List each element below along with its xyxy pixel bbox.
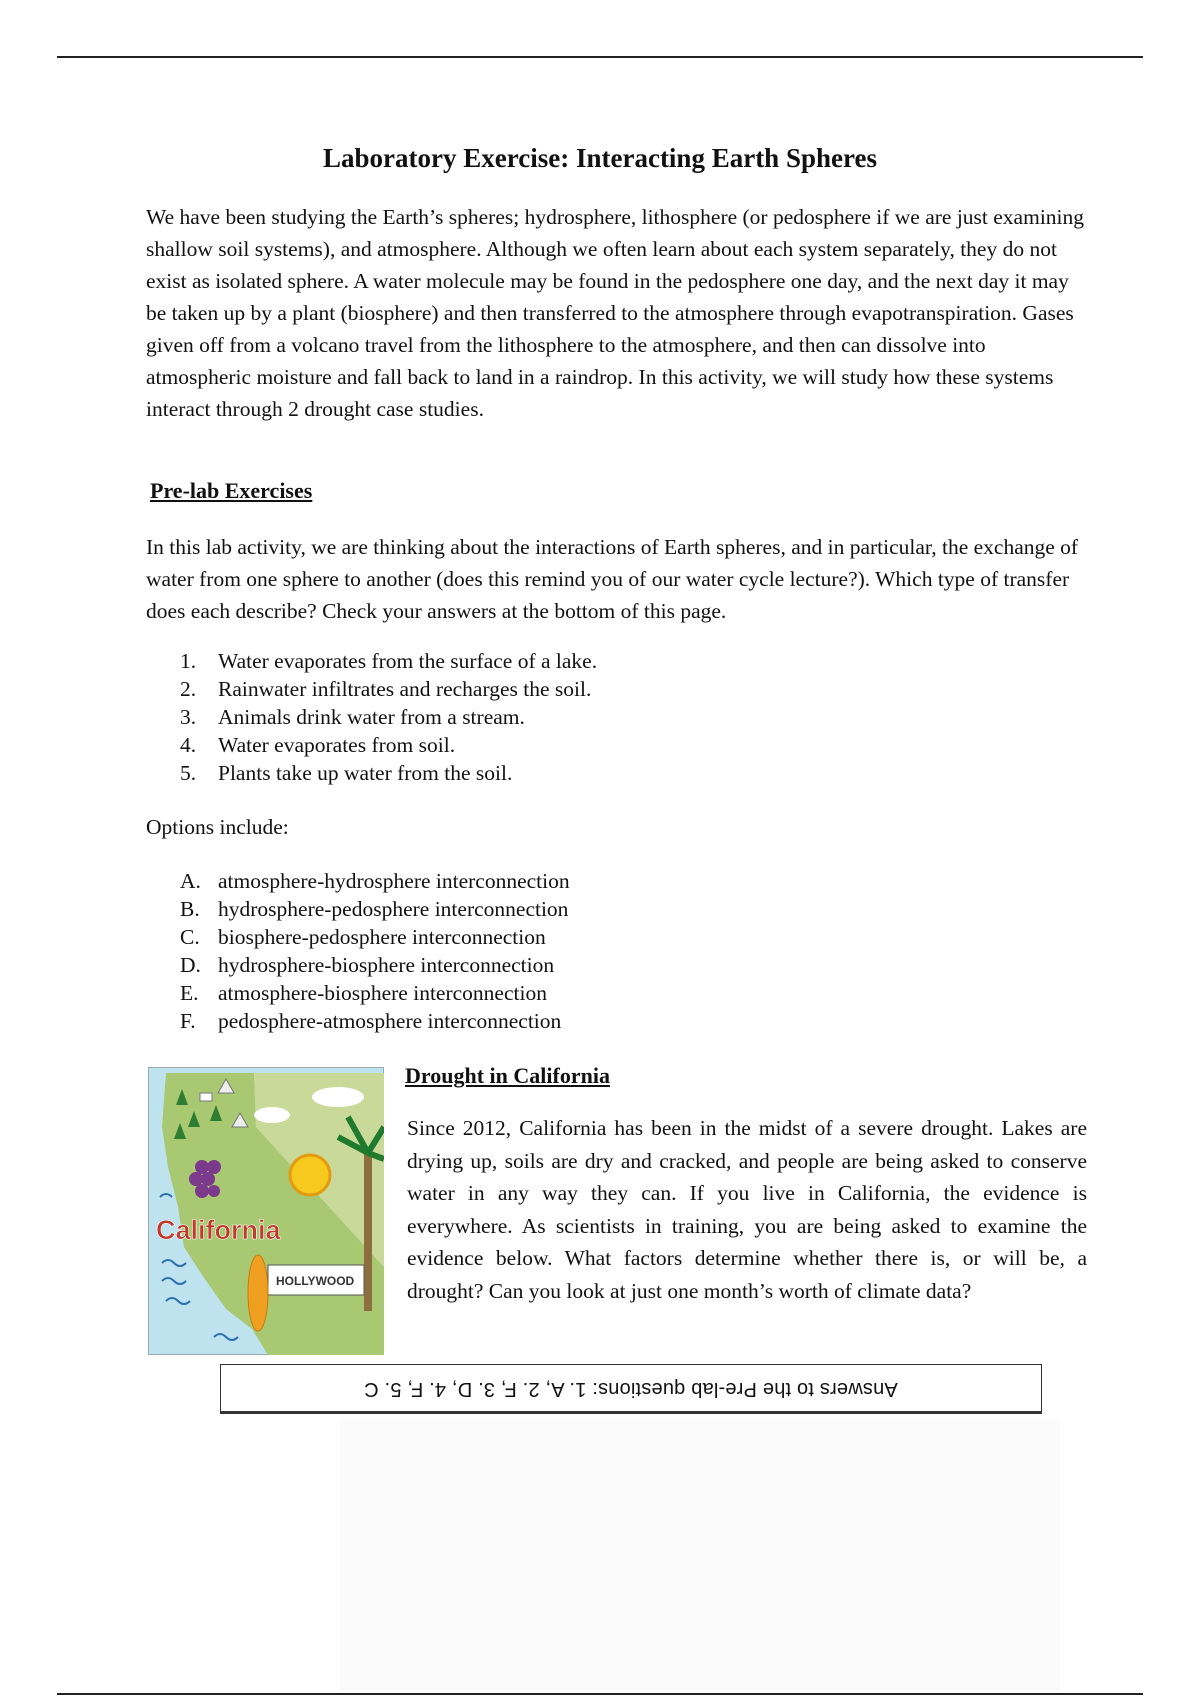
intro-paragraph: We have been studying the Earth’s spheres; hydrosphere, lithosphere (or pedosphere if we are just examining shallow soil systems), and atmosphere. Although we often learn about each system separately, they do not exist as isolated sphere. A water molecule may be found in the pedosphere one day, and the next day it may be taken up by a plant (biosphere) and then transferred to the atmosphere through evapotranspiration. Gases given off from a volcano travel from the lithosphere to the atmosphere, and then can dissolve into atmospheric moisture and fall back to land in a raindrop. In this activity, we will study how these systems interact through 2 drought case studies. xyxy=(146,205,1085,421)
question-text: Plants take up water from the soil. xyxy=(218,761,513,785)
list-marker: 2. xyxy=(180,677,197,701)
option-text: atmosphere-hydrosphere interconnection xyxy=(218,869,570,893)
california-heading: Drought in California xyxy=(405,1063,610,1088)
surfboard-icon xyxy=(248,1255,268,1331)
list-item xyxy=(180,759,597,787)
california-illustration xyxy=(148,1067,384,1355)
page-title: Laboratory Exercise: Interacting Earth Spheres xyxy=(323,143,877,173)
list-item xyxy=(180,647,597,675)
list-marker: F. xyxy=(180,1009,196,1033)
mountain-icon xyxy=(200,1093,212,1101)
hollywood-sign-text: HOLLYWOOD xyxy=(276,1274,355,1288)
list-marker: 3. xyxy=(180,705,197,729)
sun-icon xyxy=(290,1155,330,1195)
list-marker: E. xyxy=(180,981,199,1005)
list-item xyxy=(180,895,570,923)
option-text: atmosphere-biosphere interconnection xyxy=(218,981,547,1005)
list-marker: 5. xyxy=(180,761,197,785)
question-text: Rainwater infiltrates and recharges the soil. xyxy=(218,677,592,701)
california-label: California xyxy=(156,1215,281,1245)
prelab-heading: Pre-lab Exercises xyxy=(150,478,313,503)
list-marker: A. xyxy=(180,869,201,893)
question-text: Water evaporates from the surface of a lake. xyxy=(218,649,598,673)
list-item xyxy=(180,923,570,951)
list-item xyxy=(180,867,570,895)
cloud-icon xyxy=(254,1107,290,1123)
california-paragraph: Since 2012, California has been in the midst of a severe drought. Lakes are drying up, soils are dry and cracked, and people are being asked to conserve water in any way they can. If you live in California, the evidence is everywhere. As scientists in training, you are being asked to examine the evidence below. What factors determine whether there is, or will be, a drought? Can you look at just one month’s worth of climate data? xyxy=(407,1116,1087,1303)
options-list xyxy=(180,867,570,1035)
answer-key-box xyxy=(220,1364,1042,1414)
question-list xyxy=(180,647,597,787)
list-marker: D. xyxy=(180,953,201,977)
option-text: hydrosphere-pedosphere interconnection xyxy=(218,897,569,921)
prelab-intro-paragraph: In this lab activity, we are thinking about the interactions of Earth spheres, and in particular, the exchange of water from one sphere to another (does this remind you of our water cycle lecture?). Which type of transfer does each describe? Check your answers at the bottom of this page. xyxy=(146,535,1079,623)
scan-shadow xyxy=(340,1420,1060,1690)
list-marker: B. xyxy=(180,897,200,921)
answer-key-text: Answers to the Pre-lab questions: 1. A, 2. F, 3. D, 4. F, 5. C xyxy=(364,1377,898,1400)
option-text: biosphere-pedosphere interconnection xyxy=(218,925,546,949)
top-rule xyxy=(57,56,1143,58)
list-item xyxy=(180,979,570,1007)
list-marker: 4. xyxy=(180,733,197,757)
list-marker: 1. xyxy=(180,649,197,673)
list-item xyxy=(180,675,597,703)
list-marker: C. xyxy=(180,925,200,949)
options-label: Options include: xyxy=(146,815,289,839)
question-text: Animals drink water from a stream. xyxy=(218,705,525,729)
list-item xyxy=(180,731,597,759)
list-item xyxy=(180,951,570,979)
bottom-rule xyxy=(57,1693,1143,1695)
option-text: hydrosphere-biosphere interconnection xyxy=(218,953,555,977)
list-item xyxy=(180,1007,570,1035)
question-text: Water evaporates from soil. xyxy=(218,733,456,757)
list-item xyxy=(180,703,597,731)
cloud-icon xyxy=(312,1087,364,1107)
option-text: pedosphere-atmosphere interconnection xyxy=(218,1009,562,1033)
